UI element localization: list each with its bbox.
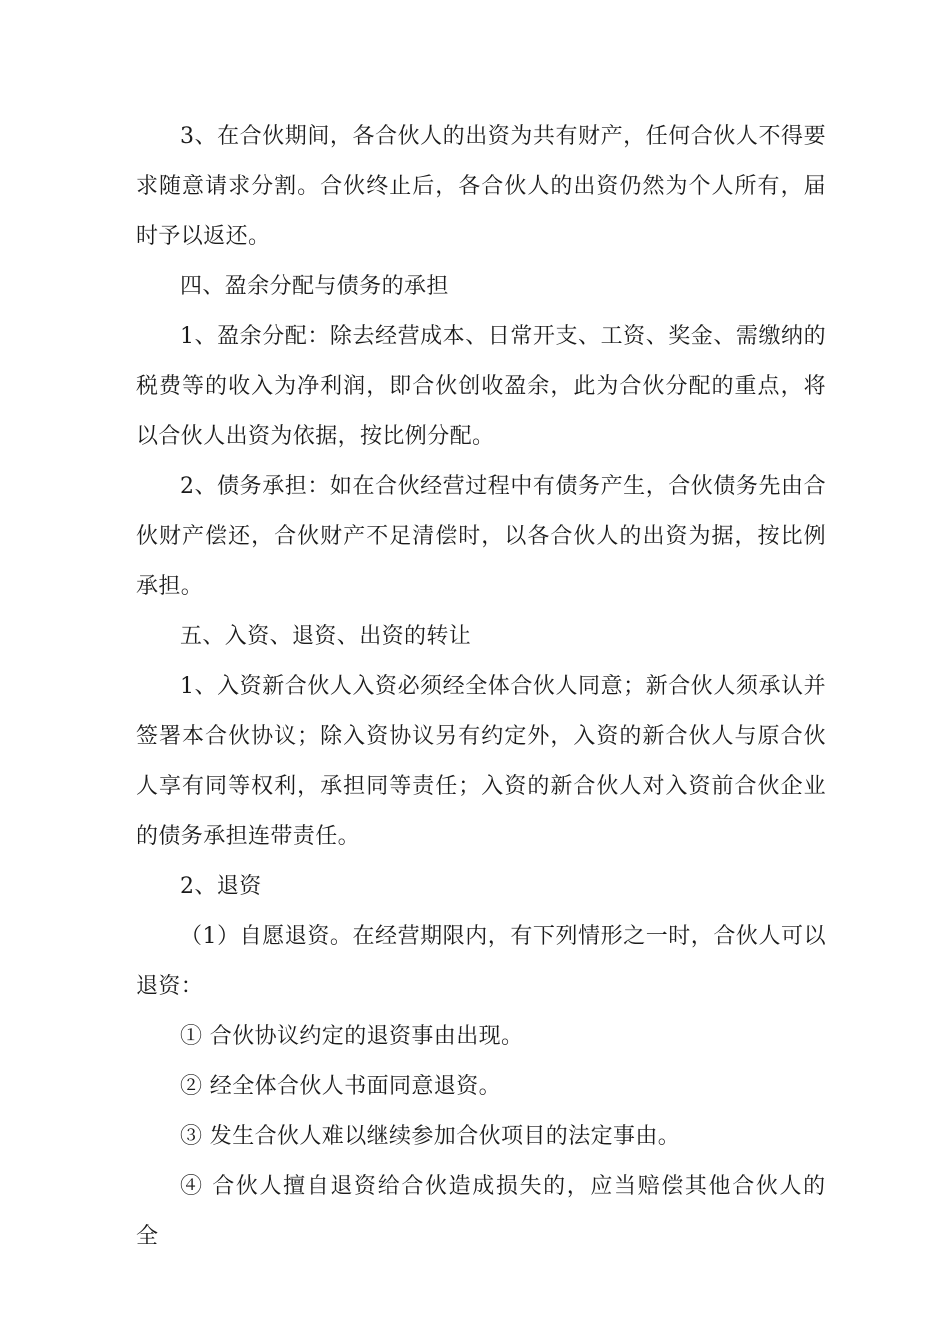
paragraph-capital-common-property: 3、在合伙期间，各合伙人的出资为共有财产，任何合伙人不得要求随意请求分割。合伙终止后，各合伙人的出资仍然为个人所有，届时予以返还。 (136, 124, 826, 249)
paragraph-debt-bearing: 2、债务承担：如在合伙经营过程中有债务产生，合伙债务先由合伙财产偿还，合伙财产不足清偿时，以各合伙人的出资为据，按比例承担。 (136, 474, 826, 599)
list-item-withdrawal-2: ② 经全体合伙人书面同意退资。 (180, 1074, 501, 1099)
heading-profit-and-debt: 四、盈余分配与债务的承担 (180, 274, 449, 299)
heading-capital-entry-exit-transfer: 五、入资、退资、出资的转让 (180, 624, 472, 649)
paragraph-capital-entry: 1、入资新合伙人入资必须经全体合伙人同意；新合伙人须承认并签署本合伙协议；除入资协议另有约定外，入资的新合伙人与原合伙人享有同等权利，承担同等责任；入资的新合伙人对入资前合伙企业的债务承担连带责任。 (136, 674, 826, 849)
list-item-withdrawal-3: ③ 发生合伙人难以继续参加合伙项目的法定事由。 (180, 1124, 681, 1149)
list-item-withdrawal-1: ① 合伙协议约定的退资事由出现。 (180, 1024, 524, 1049)
document-body (136, 112, 826, 1262)
paragraph-profit-distribution: 1、盈余分配：除去经营成本、日常开支、工资、奖金、需缴纳的税费等的收入为净利润，即合伙创收盈余，此为合伙分配的重点，将以合伙人出资为依据，按比例分配。 (136, 324, 826, 449)
list-item-withdrawal-4: ④ 合伙人擅自退资给合伙造成损失的，应当赔偿其他合伙人的全 (136, 1174, 826, 1249)
paragraph-voluntary-withdrawal: （1）自愿退资。在经营期限内，有下列情形之一时，合伙人可以退资： (136, 924, 826, 999)
heading-withdrawal: 2、退资 (180, 874, 262, 899)
